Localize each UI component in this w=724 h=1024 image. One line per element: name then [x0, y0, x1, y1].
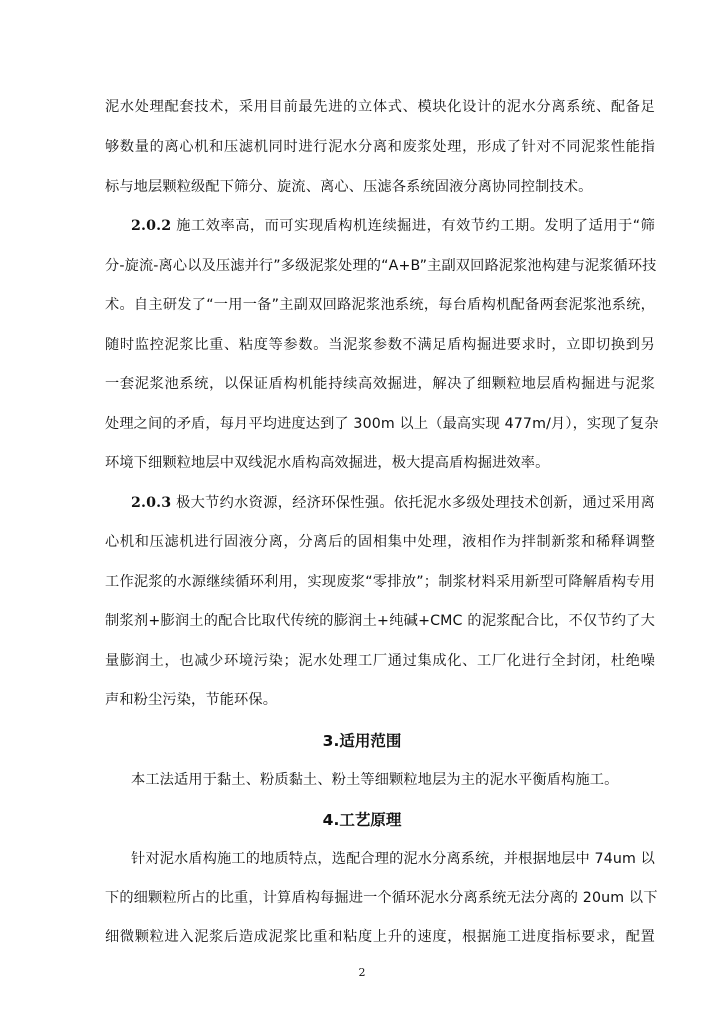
- section-heading: 4.工艺原理: [322, 811, 402, 829]
- paragraph-first-line: [131, 216, 655, 236]
- paragraph-line: 术。自主研发了“一用一备”主副双回路泥浆池系统，每台盾构机配备两套泥浆池系统，: [105, 297, 655, 313]
- paragraph-line: 分-旋流-离心以及压滤并行”多级泥浆处理的“A+B”主副双回路泥浆池构建与泥浆循环技: [105, 258, 657, 274]
- clause-number: 2.0.2: [131, 218, 172, 234]
- paragraph-text: 极大节约水资源，经济环保性强。依托泥水多级处理技术创新，通过采用离: [171, 495, 655, 511]
- paragraph-line: 心机和压滤机进行固液分离，分离后的固相集中处理，液相作为拌制新浆和稀释调整: [105, 534, 655, 550]
- paragraph-line: 细微颗粒进入泥浆后造成泥浆比重和粘度上升的速度，根据施工进度指标要求，配置: [105, 929, 655, 945]
- paragraph-first-line: [131, 493, 655, 513]
- paragraph-text: 施工效率高，而可实现盾构机连续掘进，有效节约工期。发明了适用于“筛: [171, 218, 655, 234]
- paragraph-line: 量膨润土，也减少环境污染；泥水处理工厂通过集成化、工厂化进行全封闭，杜绝噪: [105, 653, 655, 669]
- paragraph-line: 随时监控泥浆比重、粘度等参数。当泥浆参数不满足盾构掘进要求时，立即切换到另: [105, 337, 655, 353]
- paragraph-line: 工作泥浆的水源继续循环利用，实现废浆“零排放”；制浆材料采用新型可降解盾构专用: [105, 574, 655, 590]
- paragraph-line: 针对泥水盾构施工的地质特点，选配合理的泥水分离系统，并根据地层中 74um 以: [131, 851, 655, 867]
- page-number: 2: [358, 966, 366, 979]
- clause-number: 2.0.3: [131, 495, 172, 511]
- paragraph-line: 标与地层颗粒级配下筛分、旋流、离心、压滤各系统固液分离协同控制技术。: [105, 179, 593, 195]
- paragraph-line: 制浆剂+膨润土的配合比取代传统的膨润土+纯碱+CMC 的泥浆配合比，不仅节约了大: [105, 613, 655, 629]
- paragraph-line: 环境下细颗粒地层中双线泥水盾构高效掘进，极大提高盾构掘进效率。: [105, 455, 550, 471]
- paragraph-line: 处理之间的矛盾，每月平均进度达到了 300m 以上（最高实现 477m/月），实现了复杂: [105, 416, 659, 432]
- paragraph-line: 本工法适用于黏土、粉质黏土、粉土等细颗粒地层为主的泥水平衡盾构施工。: [131, 772, 619, 788]
- paragraph-line: 一套泥浆池系统，以保证盾构机能持续高效掘进，解决了细颗粒地层盾构掘进与泥浆: [105, 376, 655, 392]
- paragraph-line: 够数量的离心机和压滤机同时进行泥水分离和废浆处理，形成了针对不同泥浆性能指: [105, 139, 655, 155]
- paragraph-line: 泥水处理配套技术，采用目前最先进的立体式、模块化设计的泥水分离系统、配备足: [105, 99, 655, 115]
- section-heading: 3.适用范围: [322, 732, 402, 750]
- paragraph-line: 下的细颗粒所占的比重，计算盾构每掘进一个循环泥水分离系统无法分离的 20um 以下: [105, 890, 658, 906]
- paragraph-line: 声和粉尘污染，节能环保。: [105, 692, 278, 708]
